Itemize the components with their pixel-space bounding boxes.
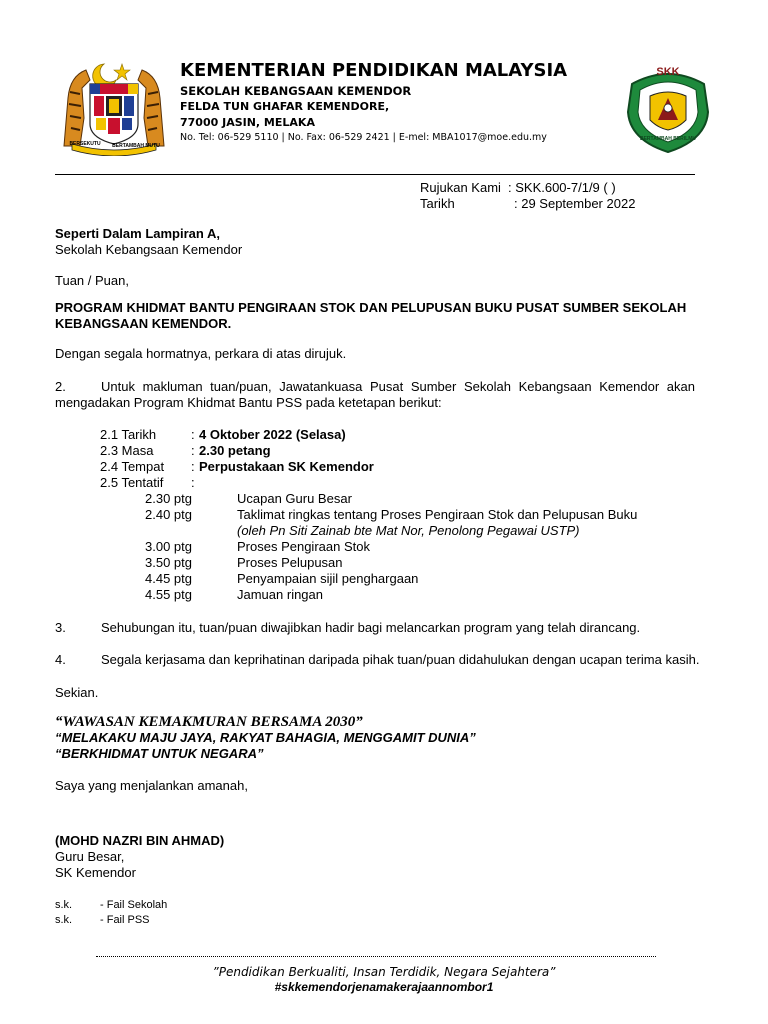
signatory-org: SK Kemendor: [55, 865, 136, 880]
tentatif-row: [145, 571, 705, 587]
cc-label: s.k.: [55, 899, 73, 911]
detail-row: [100, 427, 500, 443]
para-2-text: Untuk makluman tuan/puan, Jawatankuasa Pusat Sumber Sekolah Kebangsaan Kemendor akan mengadakan Program Khidmat Bantu PSS pada ketetapan berikut:: [55, 379, 695, 410]
cc-row: [55, 898, 355, 913]
tentatif-note-row: [145, 523, 705, 539]
crest-motto-right: BERTAMBAH MUTU: [112, 143, 160, 149]
tentatif-activity: Proses Pengiraan Stok: [237, 539, 370, 554]
para-4-text: Segala kerjasama dan keprihatinan daripada pihak tuan/puan didahulukan dengan ucapan terima kasih.: [101, 652, 700, 667]
school-logo-motto: BERTAMBAH BERILMU: [639, 136, 696, 142]
detail-row: [100, 443, 500, 459]
detail-row: [100, 475, 500, 491]
closing: Sekian.: [55, 685, 99, 700]
cc-value: - Fail PSS: [100, 914, 150, 926]
para-3-number: 3.: [55, 620, 66, 635]
tentatif-time: 3.50 ptg: [145, 555, 192, 570]
reference-value: : SKK.600-7/1/9 ( ): [508, 180, 616, 195]
detail-colon: :: [191, 443, 195, 458]
tentatif-row: [145, 555, 705, 571]
tentatif-note: (oleh Pn Siti Zainab bte Mat Nor, Penolong Pegawai USTP): [237, 523, 580, 538]
tentatif-activity: Ucapan Guru Besar: [237, 491, 352, 506]
slogan-1: “WAWASAN KEMAKMURAN BERSAMA 2030”: [55, 714, 363, 730]
school-logo-text: SKK: [656, 66, 680, 78]
recipient-line-2: Sekolah Kebangsaan Kemendor: [55, 242, 243, 257]
tentatif-activity: Proses Pelupusan: [237, 555, 343, 570]
cc-row: [55, 913, 355, 928]
subject: PROGRAM KHIDMAT BANTU PENGIRAAN STOK DAN PELUPUSAN BUKU PUSAT SUMBER SEKOLAH KEBANGSAAN KEMENDOR.: [55, 300, 687, 331]
sign-off: Saya yang menjalankan amanah,: [55, 778, 248, 793]
school-name: SEKOLAH KEBANGSAAN KEMENDOR: [180, 84, 412, 98]
salutation: Tuan / Puan,: [55, 273, 129, 288]
para-2-number: 2.: [55, 379, 66, 394]
cc-list: [55, 898, 355, 928]
address-line-1: FELDA TUN GHAFAR KEMENDORE,: [180, 100, 390, 113]
recipient-line-1: Seperti Dalam Lampiran A,: [55, 226, 220, 241]
slogan-3: “BERKHIDMAT UNTUK NEGARA”: [55, 746, 264, 761]
detail-value: 2.30 petang: [199, 443, 271, 458]
tentatif-time: 2.30 ptg: [145, 491, 192, 506]
detail-label: 2.1 Tarikh: [100, 427, 157, 442]
tentatif-row: [145, 587, 705, 603]
tentatif-activity: Taklimat ringkas tentang Proses Pengiraan Stok dan Pelupusan Buku: [237, 507, 638, 522]
crest-motto-left: BERSEKUTU: [69, 141, 101, 147]
ministry-name: KEMENTERIAN PENDIDIKAN MALAYSIA: [180, 60, 568, 81]
cc-value: - Fail Sekolah: [100, 899, 168, 911]
para-4-number: 4.: [55, 652, 66, 667]
footer-hashtag: #skkemendorjenamakerajaannombor1: [274, 980, 494, 994]
header-divider: [55, 174, 695, 175]
footer-motto: ”Pendidikan Berkualiti, Insan Terdidik, Negara Sejahtera”: [212, 965, 556, 979]
date-value: : 29 September 2022: [514, 196, 636, 211]
tentatif-time: 4.45 ptg: [145, 571, 192, 586]
tentatif-time: 3.00 ptg: [145, 539, 192, 554]
contact-line: No. Tel: 06-529 5110 | No. Fax: 06-529 2421 | E-mel: MBA1017@moe.edu.my: [180, 132, 547, 143]
signatory-title: Guru Besar,: [55, 849, 125, 864]
tentatif-row: [145, 491, 705, 507]
reference-label: Rujukan Kami: [420, 180, 501, 195]
signatory-name: (MOHD NAZRI BIN AHMAD): [55, 833, 225, 848]
detail-colon: :: [191, 459, 195, 474]
cc-label: s.k.: [55, 914, 73, 926]
para-3-text: Sehubungan itu, tuan/puan diwajibkan hadir bagi melancarkan program yang telah dirancang.: [101, 620, 641, 635]
detail-row: [100, 459, 500, 475]
opening-line: Dengan segala hormatnya, perkara di atas dirujuk.: [55, 346, 347, 361]
detail-colon: :: [191, 427, 195, 442]
date-label: Tarikh: [420, 196, 455, 211]
tentatif-row: [145, 539, 705, 555]
detail-label: 2.4 Tempat: [100, 459, 165, 474]
tentatif-time: 2.40 ptg: [145, 507, 192, 522]
detail-value: Perpustakaan SK Kemendor: [199, 459, 374, 474]
footer-divider: [96, 956, 656, 957]
detail-label: 2.3 Masa: [100, 443, 154, 458]
tentatif-row: [145, 507, 705, 523]
tentatif-activity: Jamuan ringan: [237, 587, 323, 602]
detail-colon: :: [191, 475, 195, 490]
tentatif-list: [145, 491, 705, 603]
detail-label: 2.5 Tentatif: [100, 475, 164, 490]
details-list: [100, 427, 500, 491]
tentatif-time: 4.55 ptg: [145, 587, 192, 602]
slogan-2: “MELAKAKU MAJU JAYA, RAKYAT BAHAGIA, MENGGAMIT DUNIA”: [55, 730, 476, 745]
detail-value: 4 Oktober 2022 (Selasa): [199, 427, 346, 442]
tentatif-activity: Penyampaian sijil penghargaan: [237, 571, 419, 586]
address-line-2: 77000 JASIN, MELAKA: [180, 116, 315, 129]
